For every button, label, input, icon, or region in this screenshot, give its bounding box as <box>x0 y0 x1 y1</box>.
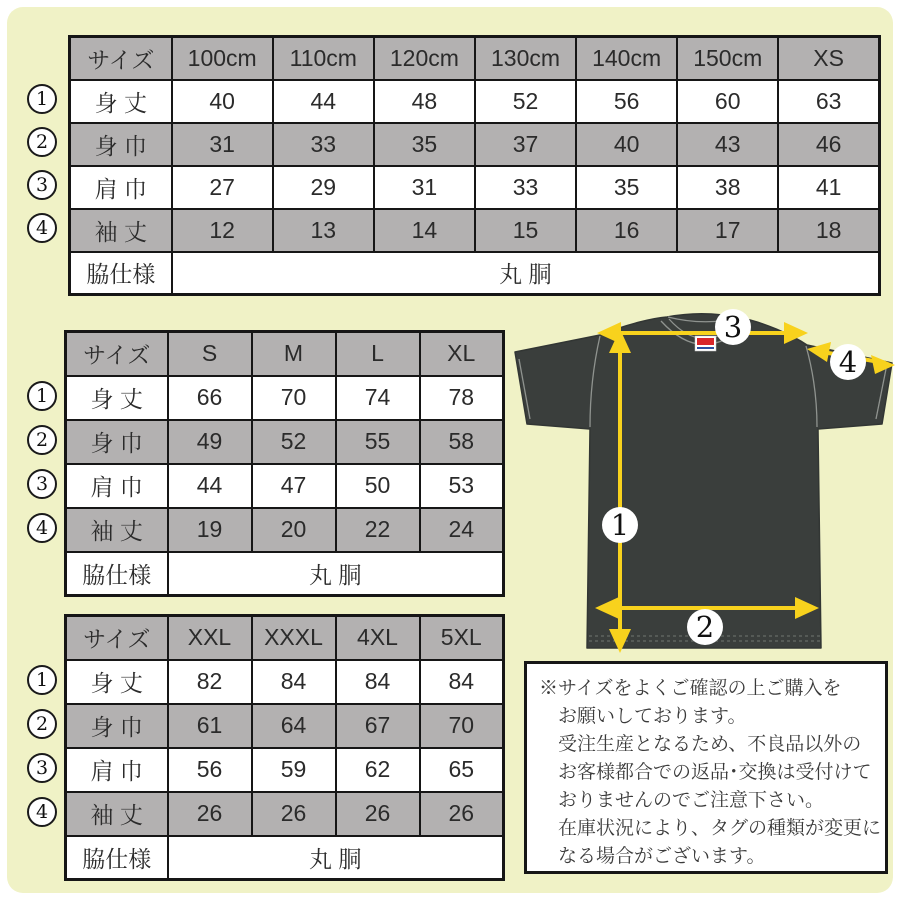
cell: 46 <box>778 123 879 166</box>
row-label: 袖 丈 <box>70 209 172 252</box>
cell: 84 <box>336 660 420 704</box>
cell: 84 <box>252 660 336 704</box>
table-row <box>66 704 504 748</box>
cell: 44 <box>273 80 374 123</box>
cell: 35 <box>576 166 677 209</box>
column-header: サイズ <box>66 616 168 660</box>
column-header: 4XL <box>336 616 420 660</box>
cell: 29 <box>273 166 374 209</box>
cell: 60 <box>677 80 778 123</box>
shirt-marker-2: 2 <box>695 610 715 644</box>
cell: 66 <box>168 376 252 420</box>
cell: 38 <box>677 166 778 209</box>
table-row <box>66 792 504 836</box>
cell: 12 <box>172 209 273 252</box>
cell: 56 <box>168 748 252 792</box>
table-row <box>66 420 504 464</box>
table-row <box>70 209 880 252</box>
cell: 55 <box>336 420 420 464</box>
size-table-big <box>64 614 505 881</box>
row-label: 身 丈 <box>66 660 168 704</box>
cell: 31 <box>172 123 273 166</box>
purchase-note-box <box>524 661 888 874</box>
table-footer-row <box>66 552 504 596</box>
shirt-marker-1: 1 <box>610 508 630 542</box>
note-line: お客様都合での返品･交換は受付けて <box>558 762 872 783</box>
column-header: サイズ <box>70 37 172 80</box>
cell: 14 <box>374 209 475 252</box>
cell: 13 <box>273 209 374 252</box>
circled-number-3: 3 <box>27 170 57 200</box>
cell: 22 <box>336 508 420 552</box>
table-row <box>66 748 504 792</box>
row-label: 脇仕様 <box>70 252 172 295</box>
note-line: 在庫状況により、タグの種類が変更に <box>558 818 882 839</box>
circled-number-4: 4 <box>27 797 57 827</box>
cell: 82 <box>168 660 252 704</box>
cell: 63 <box>778 80 879 123</box>
cell: 56 <box>576 80 677 123</box>
cell: 16 <box>576 209 677 252</box>
circled-number-2: 2 <box>27 127 57 157</box>
cell: 19 <box>168 508 252 552</box>
column-header: 130cm <box>475 37 576 80</box>
cell: 33 <box>273 123 374 166</box>
note-line: お願いしております。 <box>558 706 747 727</box>
column-header: 110cm <box>273 37 374 80</box>
cell: 35 <box>374 123 475 166</box>
note-line: ※サイズをよくご確認の上ご購入を <box>539 678 842 699</box>
cell: 40 <box>576 123 677 166</box>
size-table-adult <box>64 330 505 597</box>
size-table-kids <box>68 35 881 296</box>
cell: 26 <box>420 792 504 836</box>
row-label: 袖 丈 <box>66 508 168 552</box>
table-row <box>66 464 504 508</box>
cell: 65 <box>420 748 504 792</box>
brand-tag <box>695 336 716 351</box>
column-header: XXL <box>168 616 252 660</box>
cell: 61 <box>168 704 252 748</box>
column-header: XXXL <box>252 616 336 660</box>
cell: 41 <box>778 166 879 209</box>
note-line: 受注生産となるため、不良品以外の <box>558 734 862 755</box>
cell: 26 <box>336 792 420 836</box>
column-header: 140cm <box>576 37 677 80</box>
table-row <box>70 123 880 166</box>
circled-number-1: 1 <box>27 381 57 411</box>
row-label: 身 巾 <box>70 123 172 166</box>
column-header: XL <box>420 332 504 376</box>
cell: 18 <box>778 209 879 252</box>
table-footer-row <box>70 252 880 295</box>
cell: 62 <box>336 748 420 792</box>
cell: 33 <box>475 166 576 209</box>
circled-number-4: 4 <box>27 213 57 243</box>
table-footer-row <box>66 836 504 880</box>
note-line: なる場合がございます。 <box>558 846 766 867</box>
cell: 50 <box>336 464 420 508</box>
circled-number-3: 3 <box>27 753 57 783</box>
cell: 31 <box>374 166 475 209</box>
footer-value: 丸 胴 <box>172 252 880 295</box>
cell: 70 <box>420 704 504 748</box>
circled-number-2: 2 <box>27 425 57 455</box>
circled-number-4: 4 <box>27 513 57 543</box>
circled-number-1: 1 <box>27 84 57 114</box>
note-line: おりませんのでご注意下さい。 <box>558 790 825 811</box>
column-header: XS <box>778 37 879 80</box>
tshirt-measurement-diagram <box>505 305 900 665</box>
row-label: 脇仕様 <box>66 552 168 596</box>
column-header: 150cm <box>677 37 778 80</box>
cell: 24 <box>420 508 504 552</box>
row-label: 肩 巾 <box>70 166 172 209</box>
cell: 44 <box>168 464 252 508</box>
column-header: L <box>336 332 420 376</box>
cell: 48 <box>374 80 475 123</box>
cell: 67 <box>336 704 420 748</box>
column-header: 5XL <box>420 616 504 660</box>
table-row <box>66 508 504 552</box>
row-label: 袖 丈 <box>66 792 168 836</box>
table-row <box>70 166 880 209</box>
column-header: 100cm <box>172 37 273 80</box>
circled-number-1: 1 <box>27 665 57 695</box>
row-label: 身 巾 <box>66 420 168 464</box>
row-label: 身 巾 <box>66 704 168 748</box>
table-header-row <box>66 616 504 660</box>
table-row <box>66 660 504 704</box>
column-header: S <box>168 332 252 376</box>
column-header: サイズ <box>66 332 168 376</box>
row-label: 身 丈 <box>66 376 168 420</box>
cell: 47 <box>252 464 336 508</box>
cell: 37 <box>475 123 576 166</box>
cell: 52 <box>475 80 576 123</box>
row-label: 肩 巾 <box>66 748 168 792</box>
footer-value: 丸 胴 <box>168 836 504 880</box>
row-label: 脇仕様 <box>66 836 168 880</box>
column-header: 120cm <box>374 37 475 80</box>
cell: 15 <box>475 209 576 252</box>
cell: 26 <box>168 792 252 836</box>
column-header: M <box>252 332 336 376</box>
circled-number-3: 3 <box>27 469 57 499</box>
footer-value: 丸 胴 <box>168 552 504 596</box>
cell: 20 <box>252 508 336 552</box>
table-row <box>66 376 504 420</box>
cell: 78 <box>420 376 504 420</box>
cell: 52 <box>252 420 336 464</box>
cell: 43 <box>677 123 778 166</box>
cell: 40 <box>172 80 273 123</box>
row-label: 肩 巾 <box>66 464 168 508</box>
row-label: 身 丈 <box>70 80 172 123</box>
table-header-row <box>70 37 880 80</box>
table-header-row <box>66 332 504 376</box>
cell: 27 <box>172 166 273 209</box>
cell: 84 <box>420 660 504 704</box>
cell: 17 <box>677 209 778 252</box>
cell: 58 <box>420 420 504 464</box>
shirt-marker-4: 4 <box>838 345 858 379</box>
cell: 49 <box>168 420 252 464</box>
cell: 74 <box>336 376 420 420</box>
circled-number-2: 2 <box>27 709 57 739</box>
table-row <box>70 80 880 123</box>
cell: 70 <box>252 376 336 420</box>
cell: 59 <box>252 748 336 792</box>
cell: 26 <box>252 792 336 836</box>
shirt-marker-3: 3 <box>723 310 743 344</box>
cell: 53 <box>420 464 504 508</box>
cell: 64 <box>252 704 336 748</box>
